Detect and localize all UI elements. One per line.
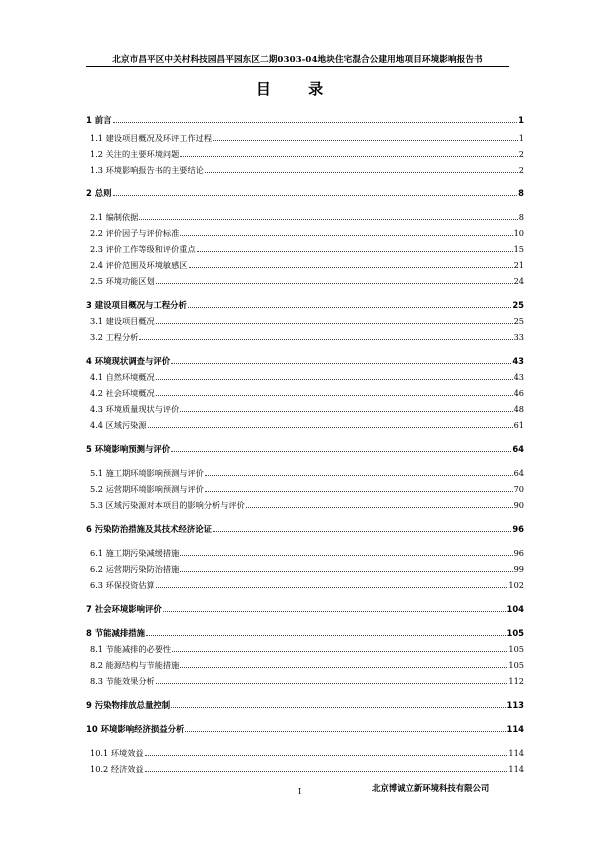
dot-leader <box>197 251 513 252</box>
dot-leader <box>139 219 517 220</box>
toc-section-entry[interactable] <box>86 316 524 326</box>
toc-entry-label: 6.3 环保投资估算 <box>90 580 155 590</box>
dot-leader <box>189 267 513 268</box>
toc-entry-label: 8 节能减排措施 <box>86 628 145 638</box>
toc-entry-page: 96 <box>513 548 524 558</box>
toc-chapter-entry[interactable] <box>86 604 524 614</box>
toc-section-entry[interactable] <box>86 212 524 222</box>
toc-section-entry[interactable] <box>86 404 524 414</box>
toc-entry-label: 2.5 环境功能区划 <box>90 276 155 286</box>
toc-entry-label: 1.2 关注的主要环境问题 <box>90 149 180 159</box>
toc-section-entry[interactable] <box>86 500 524 510</box>
toc-entry-page: 21 <box>513 260 524 270</box>
toc-entry-label: 4.4 区域污染源 <box>90 420 147 430</box>
toc-entry-label: 8.1 节能减排的必要性 <box>90 644 172 654</box>
toc-section-entry[interactable] <box>86 332 524 342</box>
toc-entry-label: 2 总则 <box>86 188 112 198</box>
dot-leader <box>213 140 518 141</box>
dot-leader <box>156 323 513 324</box>
dot-leader <box>146 635 506 636</box>
toc-entry-label: 10.2 经济效益 <box>90 764 144 774</box>
dot-leader <box>180 156 517 157</box>
toc-entry-page: 43 <box>512 356 524 366</box>
toc-chapter-entry[interactable] <box>86 188 524 198</box>
dot-leader <box>188 307 511 308</box>
dot-leader <box>171 451 511 452</box>
toc-chapter-entry[interactable] <box>86 524 524 534</box>
toc-entry-label: 1 前言 <box>86 115 112 125</box>
toc-entry-page: 114 <box>506 724 524 734</box>
toc-section-entry[interactable] <box>86 660 524 670</box>
footer-page-number: I <box>298 787 302 796</box>
toc-entry-label: 2.4 评价范围及环境敏感区 <box>90 260 188 270</box>
toc-entry-page: 114 <box>508 748 524 758</box>
dot-leader <box>145 771 508 772</box>
toc-entry-page: 15 <box>513 244 524 254</box>
toc-section-entry[interactable] <box>86 244 524 254</box>
footer-company: 北京博诚立新环境科技有限公司 <box>372 783 490 793</box>
toc-section-entry[interactable] <box>86 420 524 430</box>
dot-leader <box>205 172 518 173</box>
toc-section-entry[interactable] <box>86 228 524 238</box>
toc-entry-label: 2.1 编制依据 <box>90 212 139 222</box>
dot-leader <box>171 707 505 708</box>
toc-entry-label: 8.3 节能效果分析 <box>90 676 155 686</box>
toc-entry-page: 102 <box>508 580 524 590</box>
dot-leader <box>205 475 513 476</box>
toc-section-entry[interactable] <box>86 388 524 398</box>
toc-entry-page: 96 <box>512 524 524 534</box>
toc-section-entry[interactable] <box>86 149 524 159</box>
toc-entry-label: 5.3 区域污染源对本项目的影响分析与评价 <box>90 500 245 510</box>
toc-entry-page: 8 <box>518 212 524 222</box>
toc-section-entry[interactable] <box>86 260 524 270</box>
dot-leader <box>156 283 513 284</box>
toc-entry-label: 4 环境现状调查与评价 <box>86 356 171 366</box>
toc-entry-label: 1.1 建设项目概况及环评工作过程 <box>90 133 213 143</box>
toc-entry-page: 114 <box>508 764 524 774</box>
dot-leader <box>156 683 508 684</box>
toc-entry-page: 43 <box>513 372 524 382</box>
toc-entry-label: 3.1 建设项目概况 <box>90 316 155 326</box>
toc-entry-page: 33 <box>513 332 524 342</box>
dot-leader <box>156 379 513 380</box>
toc-section-entry[interactable] <box>86 564 524 574</box>
toc-entry-page: 70 <box>513 484 524 494</box>
toc-entry-page: 104 <box>506 604 524 614</box>
dot-leader <box>163 611 506 612</box>
toc-section-entry[interactable] <box>86 165 524 175</box>
toc-chapter-entry[interactable] <box>86 724 524 734</box>
dot-leader <box>139 339 512 340</box>
toc-entry-page: 90 <box>513 500 524 510</box>
toc-entry-page: 64 <box>512 444 524 454</box>
toc-entry-page: 2 <box>518 165 524 175</box>
toc-chapter-entry[interactable] <box>86 115 524 125</box>
toc-section-entry[interactable] <box>86 764 524 774</box>
dot-leader <box>113 195 518 196</box>
toc-entry-label: 5 环境影响预测与评价 <box>86 444 171 454</box>
dot-leader <box>180 555 512 556</box>
dot-leader <box>205 491 513 492</box>
toc-entry-page: 46 <box>513 388 524 398</box>
toc-entry-label: 7 社会环境影响评价 <box>86 604 162 614</box>
toc-section-entry[interactable] <box>86 468 524 478</box>
dot-leader <box>145 755 508 756</box>
toc-entry-page: 61 <box>513 420 524 430</box>
toc-entry-page: 25 <box>512 300 524 310</box>
toc-entry-page: 1 <box>518 133 524 143</box>
dot-leader <box>180 571 512 572</box>
toc-section-entry[interactable] <box>86 676 524 686</box>
toc-section-entry[interactable] <box>86 276 524 286</box>
dot-leader <box>148 427 513 428</box>
dot-leader <box>113 122 518 123</box>
toc-section-entry[interactable] <box>86 484 524 494</box>
dot-leader <box>180 667 507 668</box>
toc-entry-label: 2.3 评价工作等级和评价重点 <box>90 244 196 254</box>
toc-entry-page: 48 <box>513 404 524 414</box>
dot-leader <box>180 411 512 412</box>
toc-entry-page: 113 <box>506 700 524 710</box>
dot-leader <box>185 731 505 732</box>
toc-entry-page: 105 <box>508 644 524 654</box>
toc-section-entry[interactable] <box>86 133 524 143</box>
toc-section-entry[interactable] <box>86 548 524 558</box>
page-title: 目 录 <box>255 80 340 98</box>
toc-entry-page: 24 <box>513 276 524 286</box>
toc-entry-label: 3 建设项目概况与工程分析 <box>86 300 187 310</box>
toc-entry-label: 5.2 运营期环境影响预测与评价 <box>90 484 204 494</box>
dot-leader <box>171 363 511 364</box>
dot-leader <box>213 531 511 532</box>
toc-entry-label: 6.2 运营期污染防治措施 <box>90 564 180 574</box>
toc-section-entry[interactable] <box>86 372 524 382</box>
toc-entry-page: 105 <box>508 660 524 670</box>
toc-chapter-entry[interactable] <box>86 300 524 310</box>
toc-entry-label: 10 环境影响经济损益分析 <box>86 724 185 734</box>
toc-entry-label: 8.2 能源结构与节能措施 <box>90 660 180 670</box>
running-header: 北京市昌平区中关村科技园昌平园东区二期0303-04地块住宅混合公建用地项目环境影响报告书 <box>112 55 483 65</box>
toc-entry-page: 112 <box>508 676 524 686</box>
toc-entry-label: 4.2 社会环境概况 <box>90 388 155 398</box>
toc-entry-page: 8 <box>518 188 524 198</box>
header-rule <box>86 66 509 67</box>
dot-leader <box>156 395 513 396</box>
toc-entry-label: 5.1 施工期环境影响预测与评价 <box>90 468 204 478</box>
toc-entry-page: 1 <box>518 115 524 125</box>
toc-chapter-entry[interactable] <box>86 444 524 454</box>
toc-entry-page: 2 <box>518 149 524 159</box>
toc-entry-label: 4.1 自然环境概况 <box>90 372 155 382</box>
toc-entry-page: 105 <box>506 628 524 638</box>
toc-entry-label: 3.2 工程分析 <box>90 332 139 342</box>
toc-chapter-entry[interactable] <box>86 700 524 710</box>
toc-entry-label: 6.1 施工期污染减缓措施 <box>90 548 180 558</box>
toc-entry-page: 99 <box>513 564 524 574</box>
toc-chapter-entry[interactable] <box>86 356 524 366</box>
toc-entry-label: 6 污染防治措施及其技术经济论证 <box>86 524 212 534</box>
toc-section-entry[interactable] <box>86 644 524 654</box>
toc-entry-page: 64 <box>513 468 524 478</box>
toc-section-entry[interactable] <box>86 748 524 758</box>
toc-entry-label: 10.1 环境效益 <box>90 748 144 758</box>
toc-entry-label: 1.3 环境影响报告书的主要结论 <box>90 165 204 175</box>
toc-entry-page: 10 <box>513 228 524 238</box>
toc-entry-label: 2.2 评价因子与评价标准 <box>90 228 180 238</box>
toc-entry-page: 25 <box>513 316 524 326</box>
dot-leader <box>246 507 513 508</box>
dot-leader <box>172 651 507 652</box>
toc-section-entry[interactable] <box>86 580 524 590</box>
dot-leader <box>156 587 508 588</box>
toc-entry-label: 4.3 环境质量现状与评价 <box>90 404 180 414</box>
dot-leader <box>180 235 512 236</box>
toc-chapter-entry[interactable] <box>86 628 524 638</box>
toc-entry-label: 9 污染物排放总量控制 <box>86 700 171 710</box>
